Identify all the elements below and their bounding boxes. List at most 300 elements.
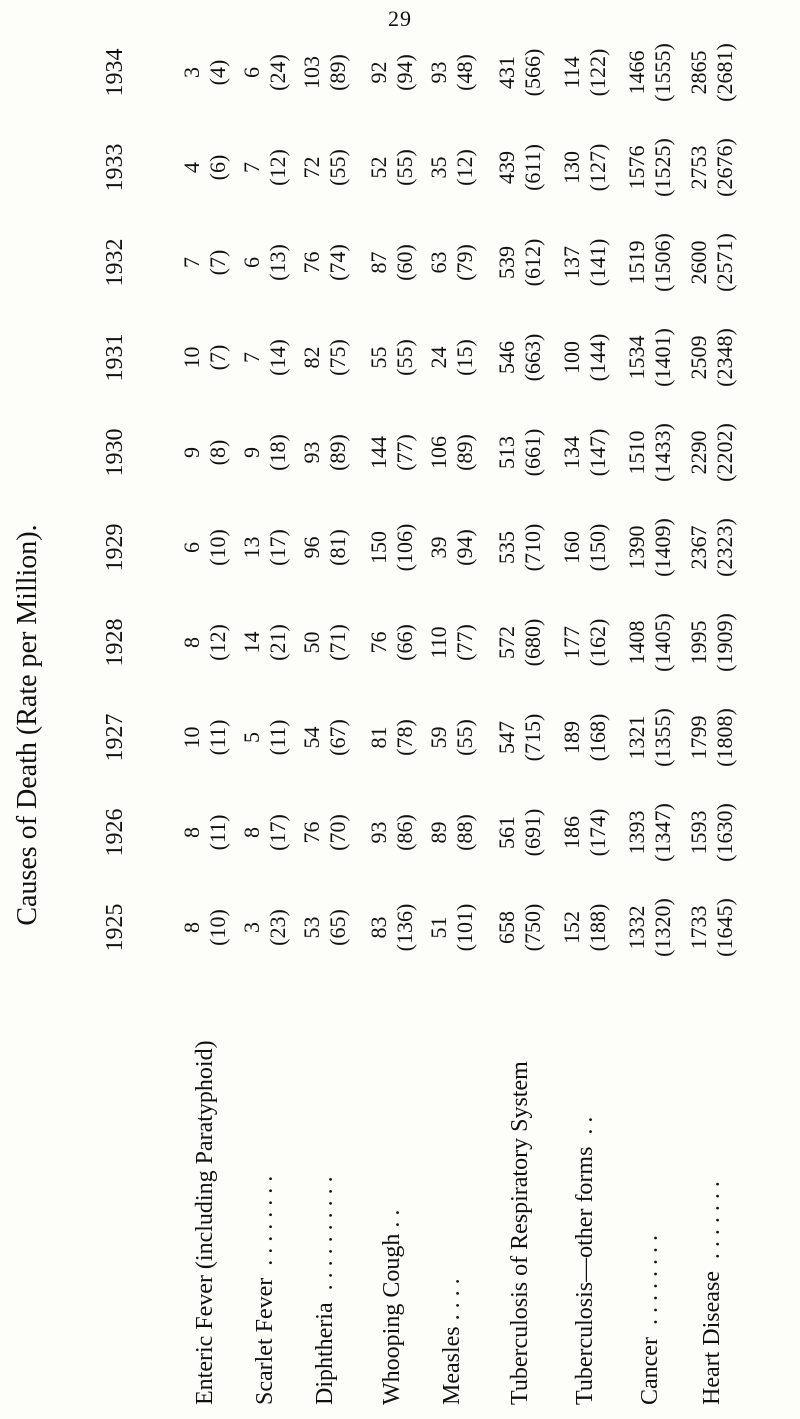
table-cell — [299, 120, 351, 215]
year-header: 1934 — [102, 48, 128, 97]
rate-value: 1576 — [624, 145, 649, 190]
rate-value: 82 — [299, 346, 324, 369]
rate-comparison-value: (23) — [265, 909, 290, 946]
table-cell — [494, 500, 546, 595]
rate-comparison-value: (1433) — [650, 423, 675, 482]
cause-label — [570, 975, 600, 1405]
table-cell — [426, 310, 478, 405]
year-header: 1926 — [102, 808, 128, 857]
rate-comparison-value: (21) — [265, 624, 290, 661]
rate-comparison-value: (2323) — [712, 518, 737, 577]
table-cell — [426, 25, 478, 120]
rate-value: 76 — [299, 251, 324, 274]
rate-value: 93 — [366, 821, 391, 844]
rate-comparison-value: (661) — [520, 428, 545, 477]
table-cell — [624, 310, 676, 405]
year-header: 1929 — [102, 523, 128, 572]
rate-comparison-value: (680) — [520, 618, 545, 667]
rate-value: 93 — [299, 441, 324, 464]
rate-comparison-value: (55) — [392, 339, 417, 376]
table-cell — [366, 500, 418, 595]
table-cell — [624, 120, 676, 215]
leader-dots: . . . . . . . — [699, 1181, 725, 1266]
rate-value: 96 — [299, 536, 324, 559]
rate-value: 100 — [559, 341, 584, 374]
table-cell — [559, 310, 611, 405]
rate-value: 89 — [426, 821, 451, 844]
cause-column — [100, 975, 750, 1405]
rate-value: 137 — [559, 246, 584, 279]
rate-value: 114 — [559, 56, 584, 89]
table-cell — [559, 595, 611, 690]
table-cell — [559, 25, 611, 120]
rate-value: 439 — [494, 151, 519, 184]
table-cell — [559, 785, 611, 880]
table-cell — [624, 500, 676, 595]
table-cell — [559, 690, 611, 785]
table-cell — [239, 25, 291, 120]
rate-value: 6 — [239, 257, 264, 268]
table-cell — [366, 120, 418, 215]
table-cell — [559, 500, 611, 595]
table-cell — [179, 595, 231, 690]
rate-comparison-value: (150) — [585, 523, 610, 572]
rate-comparison-value: (10) — [205, 529, 230, 566]
table-cell — [366, 310, 418, 405]
rate-comparison-value: (8) — [205, 439, 230, 466]
rate-value: 53 — [299, 916, 324, 939]
rate-value: 3 — [179, 67, 204, 78]
rate-value: 54 — [299, 726, 324, 749]
rate-value: 7 — [239, 162, 264, 173]
rate-comparison-value: (79) — [452, 244, 477, 281]
table-cell — [299, 25, 351, 120]
rate-comparison-value: (55) — [452, 719, 477, 756]
cause-label — [250, 975, 280, 1405]
year-header: 1927 — [102, 713, 128, 762]
table-cell — [686, 405, 738, 500]
rate-comparison-value: (1808) — [712, 708, 737, 767]
year-header-row — [100, 25, 130, 975]
rate-value: 546 — [494, 341, 519, 374]
rate-value: 9 — [239, 447, 264, 458]
table-cell — [686, 785, 738, 880]
table-cell — [426, 215, 478, 310]
rate-value: 8 — [179, 827, 204, 838]
rate-comparison-value: (1555) — [650, 43, 675, 102]
rate-comparison-value: (86) — [392, 814, 417, 851]
table-cell — [179, 120, 231, 215]
table-cell — [179, 785, 231, 880]
table-cell — [239, 405, 291, 500]
rate-value: 561 — [494, 816, 519, 849]
rate-comparison-value: (4) — [205, 59, 230, 86]
table-cell — [624, 215, 676, 310]
table-cell — [426, 880, 478, 975]
table-cell — [299, 405, 351, 500]
rate-comparison-value: (141) — [585, 238, 610, 287]
rate-value: 3 — [239, 922, 264, 933]
rate-comparison-value: (147) — [585, 428, 610, 477]
rate-comparison-value: (612) — [520, 238, 545, 287]
table-cell — [624, 785, 676, 880]
table-cell — [299, 595, 351, 690]
rate-value: 189 — [559, 721, 584, 754]
page-number: 29 — [388, 6, 412, 31]
rate-value: 24 — [426, 346, 451, 369]
rate-value: 186 — [559, 816, 584, 849]
rate-comparison-value: (1525) — [650, 138, 675, 197]
rate-value: 160 — [559, 531, 584, 564]
rate-comparison-value: (77) — [392, 434, 417, 471]
rate-comparison-value: (715) — [520, 713, 545, 762]
table-cell — [559, 120, 611, 215]
table-cell — [686, 310, 738, 405]
cause-label — [190, 975, 220, 1405]
rate-comparison-value: (70) — [325, 814, 350, 851]
rate-comparison-value: (1909) — [712, 613, 737, 672]
table-cell — [239, 690, 291, 785]
table-cell — [179, 500, 231, 595]
rate-value: 144 — [366, 436, 391, 469]
cause-name: Tuberculosis of Respiratory System — [507, 1055, 533, 1405]
year-header: 1930 — [102, 428, 128, 477]
table-cell — [366, 595, 418, 690]
rate-value: 10 — [179, 726, 204, 749]
cause-name: Measles . . . . — [439, 1272, 465, 1405]
table-cell — [366, 785, 418, 880]
rate-value: 1321 — [624, 715, 649, 760]
rate-value: 1799 — [686, 715, 711, 760]
table-cell — [366, 215, 418, 310]
year-header: 1925 — [102, 903, 128, 952]
rate-comparison-value: (6) — [205, 154, 230, 181]
rate-comparison-value: (66) — [392, 624, 417, 661]
rate-comparison-value: (7) — [205, 344, 230, 371]
table-cell — [686, 215, 738, 310]
table-cell — [179, 405, 231, 500]
rate-comparison-value: (12) — [452, 149, 477, 186]
rate-value: 1390 — [624, 525, 649, 570]
rate-value: 106 — [426, 436, 451, 469]
rate-comparison-value: (1645) — [712, 898, 737, 957]
rate-value: 4 — [179, 162, 204, 173]
rate-comparison-value: (74) — [325, 244, 350, 281]
rate-comparison-value: (7) — [205, 249, 230, 276]
table-cell — [426, 500, 478, 595]
rate-value: 52 — [366, 156, 391, 179]
rate-value: 87 — [366, 251, 391, 274]
leader-dots: . . . . . . . . — [637, 1235, 663, 1332]
rate-comparison-value: (48) — [452, 54, 477, 91]
rate-value: 1510 — [624, 430, 649, 475]
rate-value: 83 — [366, 916, 391, 939]
rate-comparison-value: (127) — [585, 143, 610, 192]
cause-name: Scarlet Fever — [252, 1272, 278, 1405]
rate-comparison-value: (17) — [265, 814, 290, 851]
table-cell — [686, 25, 738, 120]
page-title: Causes of Death (Rate per Million). — [12, 524, 43, 926]
rate-comparison-value: (168) — [585, 713, 610, 762]
rate-comparison-value: (106) — [392, 523, 417, 572]
table-cell — [179, 310, 231, 405]
rate-comparison-value: (11) — [205, 719, 230, 756]
table-cell — [426, 405, 478, 500]
rate-value: 2753 — [686, 145, 711, 190]
rate-comparison-value: (162) — [585, 618, 610, 667]
table-cell — [299, 690, 351, 785]
table-cell — [239, 880, 291, 975]
rate-comparison-value: (89) — [325, 54, 350, 91]
table-cell — [494, 215, 546, 310]
rate-comparison-value: (17) — [265, 529, 290, 566]
rate-comparison-value: (12) — [265, 149, 290, 186]
rate-value: 539 — [494, 246, 519, 279]
rate-value: 431 — [494, 56, 519, 89]
rate-value: 177 — [559, 626, 584, 659]
rate-value: 5 — [239, 732, 264, 743]
rate-value: 8 — [179, 637, 204, 648]
rate-value: 1593 — [686, 810, 711, 855]
table-cell — [179, 880, 231, 975]
table-cell — [686, 500, 738, 595]
rate-value: 1408 — [624, 620, 649, 665]
table-cell — [686, 120, 738, 215]
leader-dots: . . — [572, 1116, 598, 1141]
rate-comparison-value: (88) — [452, 814, 477, 851]
table-cell — [686, 880, 738, 975]
table-cell — [624, 690, 676, 785]
table-cell — [239, 785, 291, 880]
rate-value: 76 — [299, 821, 324, 844]
table-cell — [686, 595, 738, 690]
table-cell — [426, 785, 478, 880]
rate-value: 81 — [366, 726, 391, 749]
rate-value: 547 — [494, 721, 519, 754]
table-cell — [494, 405, 546, 500]
cause-name: Enteric Fever (including Paratyphoid) — [192, 1034, 218, 1405]
cause-name: Whooping Cough . . — [379, 1204, 405, 1405]
rate-comparison-value: (1630) — [712, 803, 737, 862]
rate-comparison-value: (14) — [265, 339, 290, 376]
rate-value: 93 — [426, 61, 451, 84]
rate-comparison-value: (2348) — [712, 328, 737, 387]
rate-comparison-value: (188) — [585, 903, 610, 952]
rate-value: 134 — [559, 436, 584, 469]
rate-value: 150 — [366, 531, 391, 564]
rate-value: 535 — [494, 531, 519, 564]
rate-comparison-value: (2681) — [712, 43, 737, 102]
rate-value: 2367 — [686, 525, 711, 570]
rate-comparison-value: (1506) — [650, 233, 675, 292]
table-cell — [686, 690, 738, 785]
rate-value: 1519 — [624, 240, 649, 285]
leader-dots: . . . . . . . . — [252, 1175, 278, 1272]
rate-comparison-value: (2202) — [712, 423, 737, 482]
rate-comparison-value: (122) — [585, 48, 610, 97]
rate-comparison-value: (65) — [325, 909, 350, 946]
rate-value: 51 — [426, 916, 451, 939]
rate-value: 1466 — [624, 50, 649, 95]
rate-value: 2865 — [686, 50, 711, 95]
rate-value: 572 — [494, 626, 519, 659]
rate-value: 63 — [426, 251, 451, 274]
rate-value: 513 — [494, 436, 519, 469]
table-cell — [624, 25, 676, 120]
table-cell — [366, 405, 418, 500]
rate-comparison-value: (663) — [520, 333, 545, 382]
year-header: 1928 — [102, 618, 128, 667]
rate-comparison-value: (1405) — [650, 613, 675, 672]
rate-comparison-value: (18) — [265, 434, 290, 471]
table-cell — [239, 595, 291, 690]
table-cell — [366, 690, 418, 785]
table-cell — [426, 120, 478, 215]
rate-value: 103 — [299, 56, 324, 89]
table-cell — [179, 25, 231, 120]
rate-value: 2509 — [686, 335, 711, 380]
rate-comparison-value: (60) — [392, 244, 417, 281]
table-cell — [494, 595, 546, 690]
rate-value: 1733 — [686, 905, 711, 950]
rate-comparison-value: (101) — [452, 903, 477, 952]
rate-value: 1995 — [686, 620, 711, 665]
table-cell — [239, 310, 291, 405]
rate-value: 152 — [559, 911, 584, 944]
table-cell — [494, 880, 546, 975]
rate-comparison-value: (11) — [205, 814, 230, 851]
rate-value: 7 — [179, 257, 204, 268]
table-cell — [299, 215, 351, 310]
rate-comparison-value: (566) — [520, 48, 545, 97]
table-cell — [624, 405, 676, 500]
rate-value: 6 — [179, 542, 204, 553]
cause-label — [505, 975, 535, 1405]
table-cell — [426, 690, 478, 785]
year-header: 1932 — [102, 238, 128, 287]
rate-value: 39 — [426, 536, 451, 559]
rate-value: 10 — [179, 346, 204, 369]
table-cell — [179, 690, 231, 785]
rate-comparison-value: (67) — [325, 719, 350, 756]
table-cell — [559, 215, 611, 310]
table-cell — [179, 215, 231, 310]
causes-table — [100, 25, 750, 1405]
rate-comparison-value: (94) — [452, 529, 477, 566]
rate-value: 55 — [366, 346, 391, 369]
table-cell — [624, 595, 676, 690]
rate-comparison-value: (89) — [452, 434, 477, 471]
rate-value: 1534 — [624, 335, 649, 380]
rate-comparison-value: (24) — [265, 54, 290, 91]
cause-name: Heart Disease — [699, 1265, 725, 1405]
rate-comparison-value: (77) — [452, 624, 477, 661]
table-cell — [494, 785, 546, 880]
table-cell — [366, 880, 418, 975]
rate-comparison-value: (15) — [452, 339, 477, 376]
leader-dots: . . . . . . . . . . — [312, 1176, 338, 1297]
table-cell — [559, 405, 611, 500]
rate-comparison-value: (12) — [205, 624, 230, 661]
rate-comparison-value: (2676) — [712, 138, 737, 197]
rate-value: 2290 — [686, 430, 711, 475]
table-cell — [426, 595, 478, 690]
table-cell — [624, 880, 676, 975]
rate-value: 76 — [366, 631, 391, 654]
rate-value: 2600 — [686, 240, 711, 285]
table-cell — [494, 690, 546, 785]
rate-comparison-value: (10) — [205, 909, 230, 946]
cause-label — [635, 975, 665, 1405]
rate-value: 130 — [559, 151, 584, 184]
table-cell — [299, 310, 351, 405]
table-cell — [494, 25, 546, 120]
rate-comparison-value: (89) — [325, 434, 350, 471]
rate-comparison-value: (55) — [325, 149, 350, 186]
table-cell — [239, 215, 291, 310]
rate-comparison-value: (11) — [265, 719, 290, 756]
rate-comparison-value: (1347) — [650, 803, 675, 862]
cause-label — [310, 975, 340, 1405]
rate-comparison-value: (81) — [325, 529, 350, 566]
cause-name: Diphtheria — [312, 1296, 338, 1405]
rate-comparison-value: (1401) — [650, 328, 675, 387]
rate-value: 59 — [426, 726, 451, 749]
rate-comparison-value: (691) — [520, 808, 545, 857]
table-cell — [239, 500, 291, 595]
table-cell — [494, 310, 546, 405]
rate-comparison-value: (1355) — [650, 708, 675, 767]
table-cell — [494, 120, 546, 215]
rate-comparison-value: (2571) — [712, 233, 737, 292]
table-cell — [366, 25, 418, 120]
rate-value: 658 — [494, 911, 519, 944]
rate-value: 35 — [426, 156, 451, 179]
table-cell — [239, 120, 291, 215]
rate-value: 13 — [239, 536, 264, 559]
rate-value: 9 — [179, 447, 204, 458]
rate-comparison-value: (1409) — [650, 518, 675, 577]
rate-value: 6 — [239, 67, 264, 78]
rate-comparison-value: (78) — [392, 719, 417, 756]
rate-value: 8 — [239, 827, 264, 838]
rate-comparison-value: (75) — [325, 339, 350, 376]
year-header: 1931 — [102, 333, 128, 382]
rate-value: 7 — [239, 352, 264, 363]
rate-value: 110 — [426, 626, 451, 659]
rate-value: 50 — [299, 631, 324, 654]
rate-value: 14 — [239, 631, 264, 654]
cause-label — [437, 975, 467, 1405]
rate-value: 8 — [179, 922, 204, 933]
rate-value: 72 — [299, 156, 324, 179]
table-cell — [299, 785, 351, 880]
table-cell — [299, 880, 351, 975]
rate-value: 1332 — [624, 905, 649, 950]
rate-comparison-value: (144) — [585, 333, 610, 382]
rate-value: 92 — [366, 61, 391, 84]
cause-label — [697, 975, 727, 1405]
year-header: 1933 — [102, 143, 128, 192]
rate-comparison-value: (1320) — [650, 898, 675, 957]
rate-comparison-value: (710) — [520, 523, 545, 572]
cause-name: Tuberculosis—other forms — [572, 1141, 598, 1405]
rate-comparison-value: (13) — [265, 244, 290, 281]
table-cell — [299, 500, 351, 595]
cause-name: Cancer — [637, 1331, 663, 1405]
rate-comparison-value: (71) — [325, 624, 350, 661]
rate-comparison-value: (94) — [392, 54, 417, 91]
